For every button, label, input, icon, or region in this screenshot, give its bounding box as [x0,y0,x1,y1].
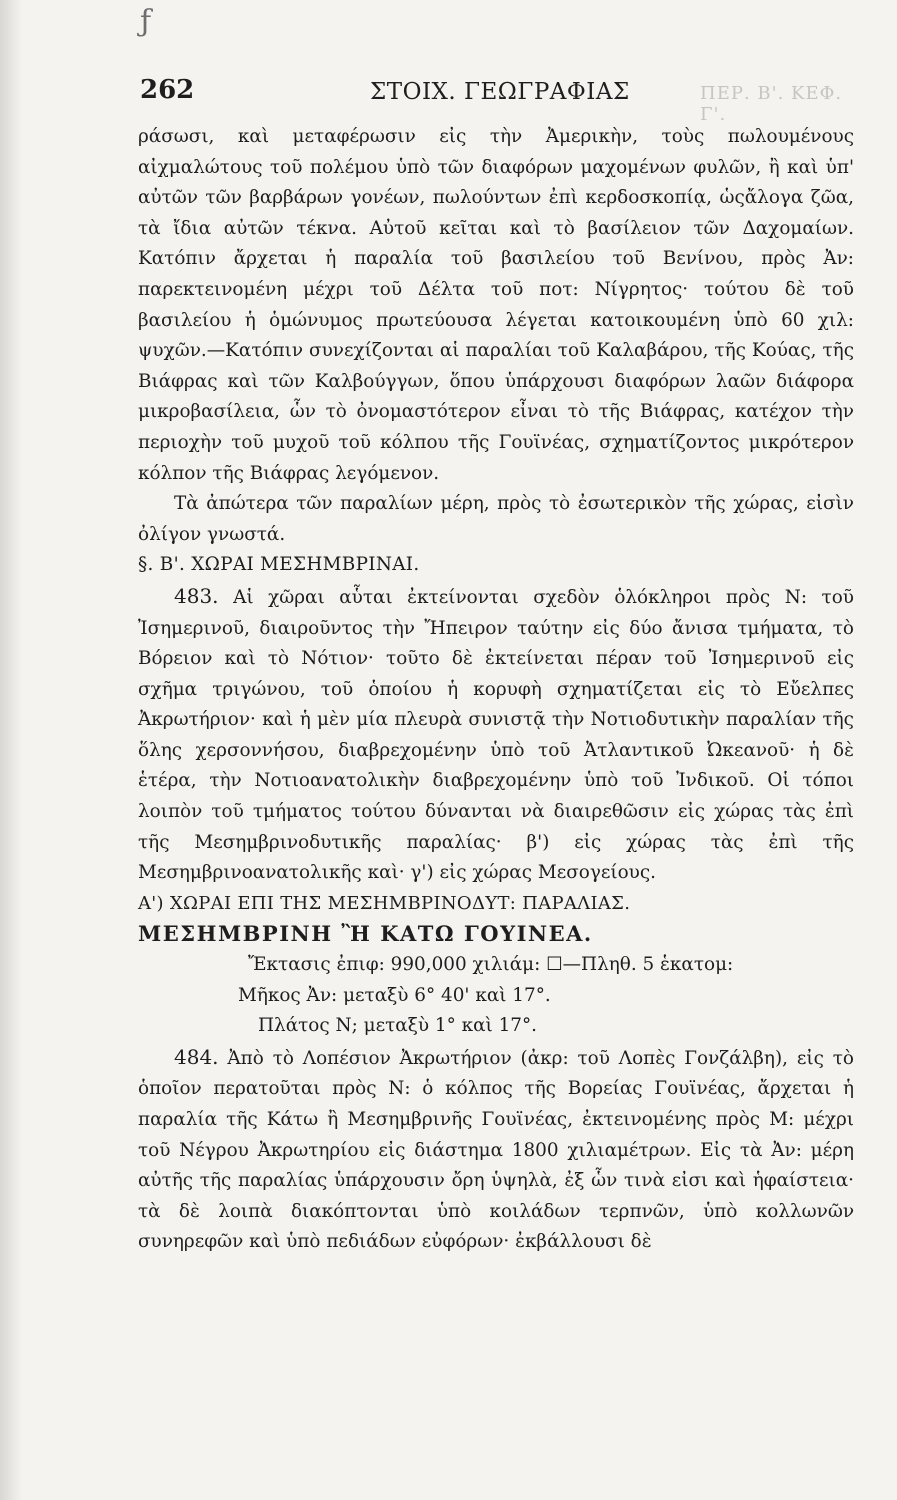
page-edge-shadow [0,0,22,1500]
region-title: ΜΕΣΗΜΒΡΙΝΗ Ἢ ΚΑΤΩ ΓΟΥΙΝΕΑ. [138,921,593,947]
paragraph: Τὰ ἀπώτερα τῶν παραλίων μέρη, πρὸς τὸ ἐσωτερικὸν τῆς χώρας, εἰσὶν ὀλίγον γνωστά. [138,493,854,545]
running-head [140,75,860,125]
show-through-text: ΠΕΡ. Β'. ΚΕΦ. Γ'. [700,83,843,125]
paragraph-text: Αἱ χῶραι αὗται ἐκτείνονται σχεδὸν ὁλόκληροι πρὸς Ν: τοῦ Ἰσημερινοῦ, διαιροῦντος τὴν Ἤπειρον ταύτην εἰς δύο ἄνισα τμήματα, τὸ Βόρειον καὶ τὸ Νότιον· τοῦτο δὲ ἐκτείνεται πέραν τοῦ Ἰσημερινοῦ εἰς σχῆμα τριγώνου, τοῦ ὁποίου ἡ κορυφὴ σχηματίζεται εἰς τὸ Εὔελπες Ἀκρωτήριον· καὶ ἡ μὲν μία πλευρὰ συνιστᾷ τὴν Νοτιοδυτικὴν παραλίαν τῆς ὅλης χερσοννήσου, διαβρεχομένην ὑπὸ τοῦ Ἀτλαντικοῦ Ὠκεανοῦ· ἡ δὲ ἑτέρα, τὴν Νοτιοανατολικὴν διαβρεχομένην ὑπὸ τοῦ Ἰνδικοῦ. Οἱ τόποι λοιπὸν τοῦ τμήματος τούτου δύνανται νὰ διαιρεθῶσιν εἰς χώρας τὰς ἐπὶ τῆς Μεσημβρινοδυτικῆς παραλίας· β') εἰς χώρας τὰς ἐπὶ τῆς Μεσημβρινοανατολικῆς καὶ· γ') εἰς χώρας Μεσογείους. [138,586,854,884]
page-number: 262 [140,75,195,105]
paragraph-number: 484. [174,1044,219,1069]
section-heading: §. Β'. ΧΩΡΑΙ ΜΕΣΗΜΒΡΙΝΑΙ. [138,554,420,576]
paragraph-text: Ἀπὸ τὸ Λοπέσιον Ἀκρωτήριον (ἀκρ: τοῦ Λοπὲς Γονζάλβη), εἰς τὸ ὁποῖον περατοῦται πρὸς Ν: ὁ κόλπος τῆς Βορείας Γουϊνέας, ἄρχεται ἡ παραλία τῆς Κάτω ἢ Μεσημβρινῆς Γουϊνέας, ἐκτεινομένης πρὸς Μ: μέχρι τοῦ Νέγρου Ἀκρωτηρίου εἰς διάστημα 1800 χιλιαμέτρων. Εἰς τὰ Ἀν: μέρη αὐτῆς τῆς παραλίας ὑπάρχουσιν ὄρη ὑψηλὰ, ἐξ ὧν τινὰ εἰσι καὶ ἡφαίστεια· τὰ δὲ λοιπὰ διακόπτονται ὑπὸ κοιλάδων τερπνῶν, ὑπὸ κολλωνῶν συνηρεφῶν καὶ ὑπὸ πεδιάδων εὐφόρων· ἐκβάλλουσι δὲ [138,1047,854,1253]
paragraph-483 [138,581,854,889]
body-text [138,122,854,1258]
stat-area-population: Ἔκτασις ἐπιφ: 990,000 χιλιάμ: ☐—Πληθ. 5 ἑκατομ: [248,954,734,976]
running-head-title: ΣΤΟΙΧ. ΓΕΩΓΡΑΦΙΑΣ [370,79,630,105]
stat-latitude: Πλάτος Ν; μεταξὺ 1° καὶ 17°. [258,1015,538,1037]
corner-pencil-mark: ƒ [140,4,152,39]
paragraph-continued: ράσωσι, καὶ μεταφέρωσιν εἰς τὴν Ἀμερικὴν, τοὺς πωλουμένους αἰχμαλώτους τοῦ πολέμου ὑπὸ τῶν διαφόρων μαχομένων φυλῶν, ἢ καὶ ὑπ' αὐτῶν τῶν βαρβάρων γονέων, πωλούντων ἐπὶ κερδοσκοπίᾳ, ὡςἄλογα ζῶα, τὰ ἴδια αὐτῶν τέκνα. Αὐτοῦ κεῖται καὶ τὸ βασίλειον τῶν Δαχομαίων. Κατόπιν ἄρχεται ἡ παραλία τοῦ βασιλείου τοῦ Βενίνου, πρὸς Ἀν: παρεκτεινομένη μέχρι τοῦ Δέλτα τοῦ ποτ: Νίγρητος· τούτου δὲ τοῦ βασιλείου ἡ ὁμώνυμος πρωτεύουσα λέγεται κατοικουμένη ὑπὸ 60 χιλ: ψυχῶν.—Κατόπιν συνεχίζονται αἱ παραλίαι τοῦ Καλαβάρου, τῆς Κούας, τῆς Βιάφρας καὶ τῶν Καλβούγγων, ὅπου ὑπάρχουσι διαφόρων λαῶν διάφορα μικροβασίλεια, ὧν τὸ ὀνομαστότερον εἶναι τὸ τῆς Βιάφρας, κατέχον τὴν περιοχὴν τοῦ μυχοῦ τοῦ κόλπου τῆς Γουϊνέας, σχηματίζοντος μικρότερον κόλπον τῆς Βιάφρας λεγόμενον. [138,126,854,484]
stat-longitude: Μῆκος Ἀν: μεταξὺ 6° 40' καὶ 17°. [238,984,551,1006]
subsection-heading: Α') ΧΩΡΑΙ ΕΠΙ ΤΗΣ ΜΕΣΗΜΒΡΙΝΟΔΥΤ: ΠΑΡΑΛΙΑΣ. [138,892,631,914]
paragraph-484 [138,1042,854,1258]
paragraph-number: 483. [174,583,219,608]
